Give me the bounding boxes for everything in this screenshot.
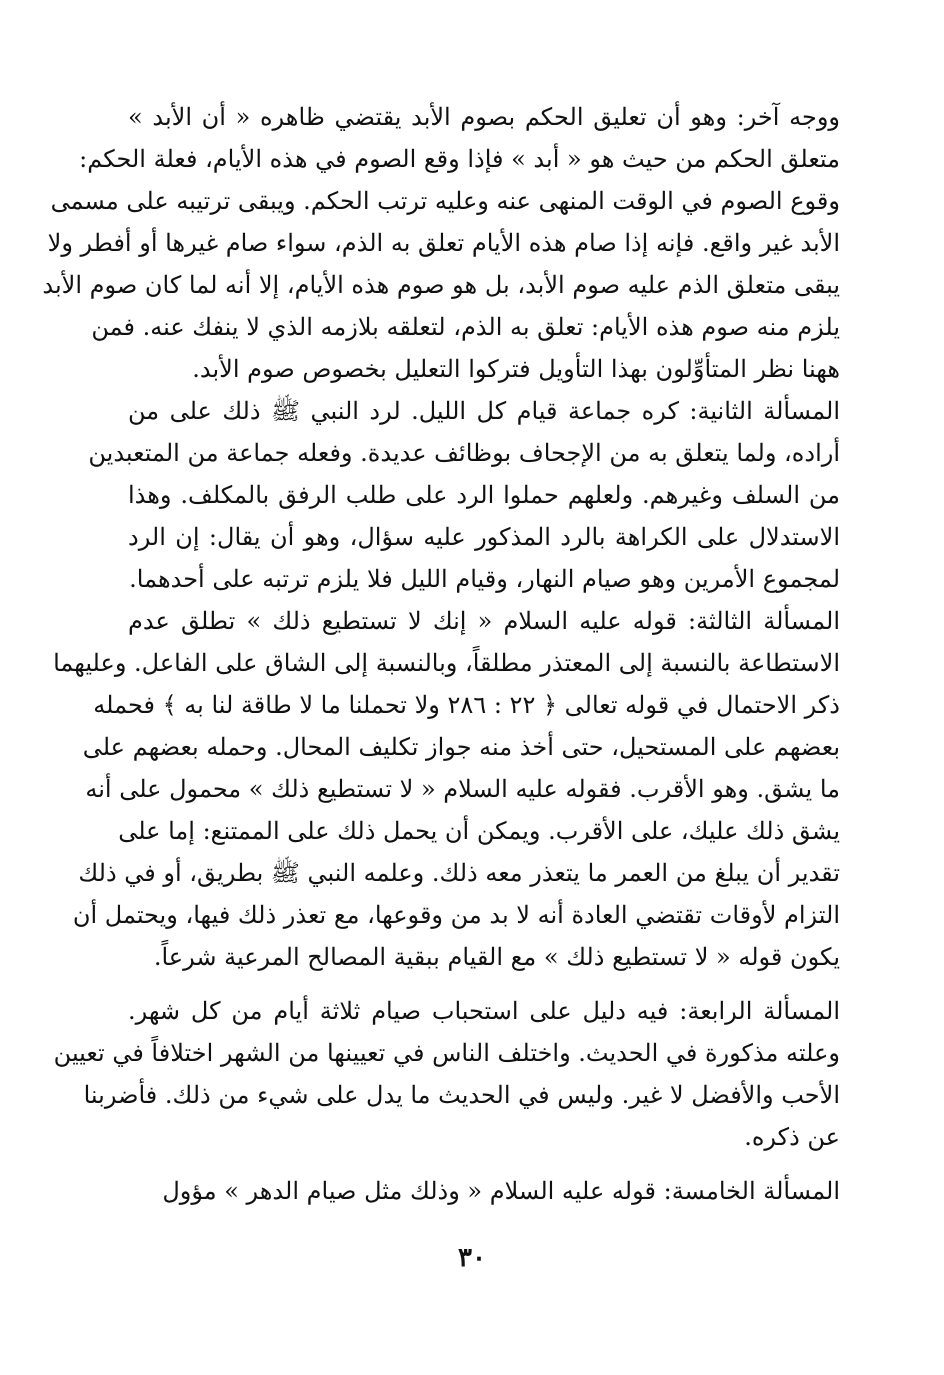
text-line: يلزم منه صوم هذه الأيام: تعلق به الذم، لتعلقه بلازمه الذي لا ينفك عنه. فمن [91, 313, 840, 341]
text-line: بعضهم على المستحيل، حتى أخذ منه جواز تكليف المحال. وحمله بعضهم على [82, 733, 840, 761]
text-line: تقدير أن يبلغ من العمر ما يتعذر معه ذلك. وعلمه النبي ﷺ بطريق، أو في ذلك [78, 859, 840, 887]
text-line: الأبد غير واقع. فإنه إذا صام هذه الأيام تعلق به الذم، سواء صام غيرها أو أفطر ولا [47, 229, 840, 257]
paragraph-3 [53, 600, 840, 978]
text-line: من السلف وغيرهم. ولعلهم حملوا الرد على طلب الرفق بالمكلف. وهذا [128, 481, 840, 509]
paragraph-5 [128, 1170, 840, 1212]
text-line: يبقى متعلق الذم عليه صوم الأبد، بل هو صوم هذه الأيام، إلا أنه لما كان صوم الأبد [42, 271, 840, 299]
text-line: التزام لأوقات تقتضي العادة أنه لا بد من وقوعها، مع تعذر ذلك فيها، ويحتمل أن [72, 901, 840, 929]
text-line: وقوع الصوم في الوقت المنهى عنه وعليه ترتب الحكم. ويبقى ترتيبه على مسمى [50, 187, 840, 215]
page-number: ٣٠ [458, 1243, 486, 1273]
text-line: ووجه آخر: وهو أن تعليق الحكم بصوم الأبد يقتضي ظاهره « أن الأبد » [128, 103, 840, 131]
text-line: ما يشق. وهو الأقرب. فقوله عليه السلام « لا تستطيع ذلك » محمول على أنه [85, 775, 840, 803]
text-line: المسألة الثانية: كره جماعة قيام كل الليل. لرد النبي ﷺ ذلك على من [128, 397, 840, 425]
text-line: الاستدلال على الكراهة بالرد المذكور عليه سؤال، وهو أن يقال: إن الرد [128, 523, 840, 551]
text-line: أراده، ولما يتعلق به من الإجحاف بوظائف عديدة. وفعله جماعة من المتعبدين [88, 439, 840, 467]
text-line: متعلق الحكم من حيث هو « أبد » فإذا وقع الصوم في هذه الأيام، فعلة الحكم: [79, 145, 840, 173]
text-line: ههنا نظر المتأوِّلون بهذا التأويل فتركوا التعليل بخصوص صوم الأبد. [192, 355, 840, 383]
text-line: عن ذكره. [744, 1123, 840, 1151]
text-line: الأحب والأفضل لا غير. وليس في الحديث ما يدل على شيء من ذلك. فأضربنا [83, 1081, 840, 1109]
paragraph-2 [88, 390, 840, 600]
text-line: المسألة الخامسة: قوله عليه السلام « وذلك مثل صيام الدهر » مؤول [162, 1177, 840, 1205]
paragraph-1 [42, 96, 840, 390]
text-line: الاستطاعة بالنسبة إلى المعتذر مطلقاً، وبالنسبة إلى الشاق على الفاعل. وعليهما [53, 649, 840, 677]
text-line: لمجموع الأمرين وهو صيام النهار، وقيام الليل فلا يلزم ترتبه على أحدهما. [129, 565, 840, 593]
text-line: ذكر الاحتمال في قوله تعالى ﴿ ٢٢ : ٢٨٦ ولا تحملنا ما لا طاقة لنا به ﴾ فحمله [93, 691, 840, 719]
text-line: المسألة الثالثة: قوله عليه السلام « إنك لا تستطيع ذلك » تطلق عدم [128, 607, 840, 635]
text-line: المسألة الرابعة: فيه دليل على استحباب صيام ثلاثة أيام من كل شهر. [128, 997, 840, 1025]
text-line: يكون قوله « لا تستطيع ذلك » مع القيام ببقية المصالح المرعية شرعاً. [153, 943, 840, 971]
page-body [42, 96, 840, 1212]
text-line: وعلته مذكورة في الحديث. واختلف الناس في تعيينها من الشهر اختلافاً في تعيين [53, 1039, 840, 1067]
text-line: يشق ذلك عليك، على الأقرب. ويمكن أن يحمل ذلك على الممتنع: إما على [118, 817, 840, 845]
paragraph-4 [53, 990, 840, 1158]
